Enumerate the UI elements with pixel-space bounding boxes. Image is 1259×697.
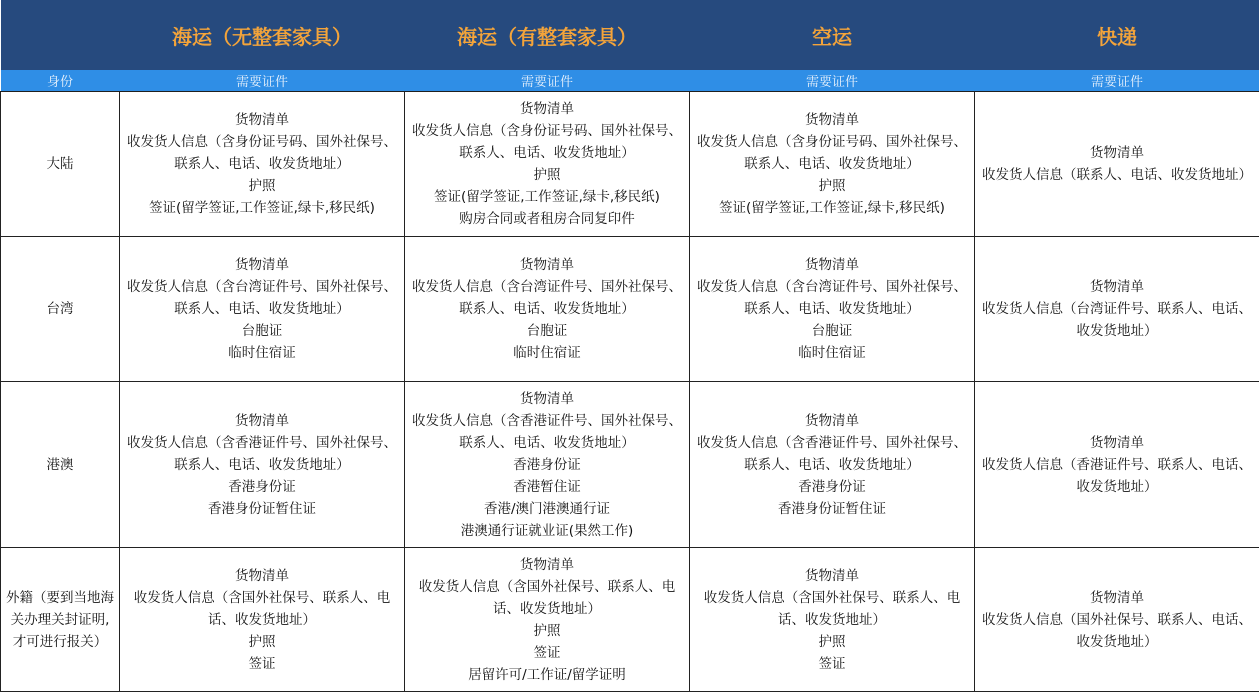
subheader-required-docs: 需要证件 bbox=[120, 70, 405, 92]
document-item: 收发货人信息（含身份证号码、国外社保号、联系人、电话、收发货地址） bbox=[127, 134, 397, 172]
document-item: 签证(留学签证,工作签证,绿卡,移民纸) bbox=[434, 189, 660, 205]
header-corner bbox=[1, 0, 120, 70]
document-item: 香港身份证暂住证 bbox=[778, 500, 886, 517]
document-item: 签证 bbox=[533, 644, 561, 661]
document-item: 临时住宿证 bbox=[228, 345, 296, 361]
document-item: 香港/澳门港澳通行证 bbox=[483, 500, 611, 517]
document-item: 货物清单 bbox=[520, 257, 574, 273]
document-item: 台胞证 bbox=[241, 323, 283, 339]
document-item: 货物清单 bbox=[235, 567, 289, 584]
document-item: 护照 bbox=[818, 178, 846, 194]
document-item: 收发货人信息（台湾证件号、联系人、电话、收发货地址） bbox=[982, 301, 1252, 339]
document-item: 货物清单 bbox=[805, 112, 859, 128]
header-sea-with-furniture: 海运（有整套家具） bbox=[405, 0, 690, 70]
document-item: 货物清单 bbox=[235, 112, 289, 128]
identity-cell: 外籍（要到当地海关办理关封证明,才可进行报关） bbox=[1, 548, 120, 692]
document-item: 收发货人信息（含身份证号码、国外社保号、联系人、电话、收发货地址） bbox=[697, 134, 967, 172]
document-item: 签证(留学签证,工作签证,绿卡,移民纸) bbox=[719, 200, 945, 216]
document-item: 货物清单 bbox=[805, 567, 859, 584]
subheader-required-docs: 需要证件 bbox=[690, 70, 975, 92]
document-cell bbox=[120, 237, 405, 382]
document-item: 护照 bbox=[248, 633, 276, 650]
document-item: 货物清单 bbox=[1090, 279, 1144, 295]
document-item: 收发货人信息（含国外社保号、联系人、电话、收发货地址） bbox=[418, 578, 676, 617]
document-item: 香港身份证 bbox=[798, 478, 866, 495]
document-item: 货物清单 bbox=[520, 390, 574, 407]
document-cell bbox=[120, 548, 405, 692]
document-item: 收发货人信息（联系人、电话、收发货地址） bbox=[982, 167, 1252, 183]
document-cell bbox=[975, 237, 1259, 382]
document-cell bbox=[120, 382, 405, 548]
document-item: 护照 bbox=[818, 633, 846, 650]
document-item: 收发货人信息（含香港证件号、国外社保号、联系人、电话、收发货地址） bbox=[412, 412, 682, 451]
document-cell bbox=[405, 382, 690, 548]
identity-cell: 港澳 bbox=[1, 382, 120, 548]
document-item: 购房合同或者租房合同复印件 bbox=[459, 211, 635, 227]
document-item: 货物清单 bbox=[1090, 589, 1144, 606]
document-cell bbox=[405, 548, 690, 692]
document-item: 香港身份证暂住证 bbox=[208, 500, 316, 517]
document-item: 货物清单 bbox=[1090, 145, 1144, 161]
document-item: 护照 bbox=[533, 167, 561, 183]
document-cell bbox=[690, 237, 975, 382]
document-item: 货物清单 bbox=[1090, 434, 1144, 451]
header-express: 快递 bbox=[975, 0, 1259, 70]
table-row bbox=[1, 382, 1259, 548]
document-item: 货物清单 bbox=[235, 412, 289, 429]
document-cell bbox=[975, 92, 1259, 237]
table-row bbox=[1, 548, 1259, 692]
document-item: 收发货人信息（国外社保号、联系人、电话、收发货地址） bbox=[982, 611, 1252, 650]
document-cell bbox=[690, 548, 975, 692]
document-item: 香港身份证 bbox=[228, 478, 296, 495]
document-item: 护照 bbox=[533, 622, 561, 639]
document-item: 台胞证 bbox=[811, 323, 853, 339]
document-cell bbox=[405, 237, 690, 382]
document-item: 临时住宿证 bbox=[798, 345, 866, 361]
subheader-required-docs: 需要证件 bbox=[405, 70, 690, 92]
document-cell bbox=[975, 548, 1259, 692]
table-row bbox=[1, 237, 1259, 382]
document-item: 货物清单 bbox=[805, 257, 859, 273]
subheader-identity: 身份 bbox=[1, 70, 120, 92]
document-cell bbox=[405, 92, 690, 237]
document-cell bbox=[120, 92, 405, 237]
header-sea-no-furniture: 海运（无整套家具） bbox=[120, 0, 405, 70]
document-item: 港澳通行证就业证(果然工作) bbox=[460, 522, 634, 539]
document-item: 收发货人信息（含香港证件号、国外社保号、联系人、电话、收发货地址） bbox=[127, 434, 397, 473]
document-item: 收发货人信息（含身份证号码、国外社保号、联系人、电话、收发货地址） bbox=[412, 123, 682, 161]
document-item: 收发货人信息（含台湾证件号、国外社保号、联系人、电话、收发货地址） bbox=[697, 279, 967, 317]
document-item: 居留许可/工作证/留学证明 bbox=[468, 666, 626, 683]
identity-cell: 大陆 bbox=[1, 92, 120, 237]
document-item: 签证 bbox=[818, 655, 846, 672]
subheader-row bbox=[1, 70, 1259, 92]
document-cell bbox=[975, 382, 1259, 548]
document-item: 收发货人信息（含台湾证件号、国外社保号、联系人、电话、收发货地址） bbox=[412, 279, 682, 317]
document-item: 签证 bbox=[248, 655, 276, 672]
document-cell bbox=[690, 92, 975, 237]
document-item: 货物清单 bbox=[520, 101, 574, 117]
document-item: 收发货人信息（含国外社保号、联系人、电话、收发货地址） bbox=[703, 589, 961, 628]
document-item: 收发货人信息（含台湾证件号、国外社保号、联系人、电话、收发货地址） bbox=[127, 279, 397, 317]
document-item: 收发货人信息（含香港证件号、国外社保号、联系人、电话、收发货地址） bbox=[697, 434, 967, 473]
document-cell bbox=[690, 382, 975, 548]
table-row bbox=[1, 92, 1259, 237]
subheader-required-docs: 需要证件 bbox=[975, 70, 1259, 92]
document-item: 签证(留学签证,工作签证,绿卡,移民纸) bbox=[149, 200, 375, 216]
document-item: 货物清单 bbox=[235, 257, 289, 273]
document-item: 护照 bbox=[248, 178, 276, 194]
document-item: 台胞证 bbox=[526, 323, 568, 339]
identity-cell: 台湾 bbox=[1, 237, 120, 382]
document-item: 收发货人信息（香港证件号、联系人、电话、收发货地址） bbox=[982, 456, 1252, 495]
header-row bbox=[1, 0, 1259, 70]
document-item: 货物清单 bbox=[805, 412, 859, 429]
document-item: 收发货人信息（含国外社保号、联系人、电话、收发货地址） bbox=[133, 589, 391, 628]
header-air: 空运 bbox=[690, 0, 975, 70]
document-item: 货物清单 bbox=[520, 556, 574, 573]
document-item: 临时住宿证 bbox=[513, 345, 581, 361]
document-item: 香港暂住证 bbox=[513, 478, 581, 495]
document-item: 香港身份证 bbox=[513, 456, 581, 473]
